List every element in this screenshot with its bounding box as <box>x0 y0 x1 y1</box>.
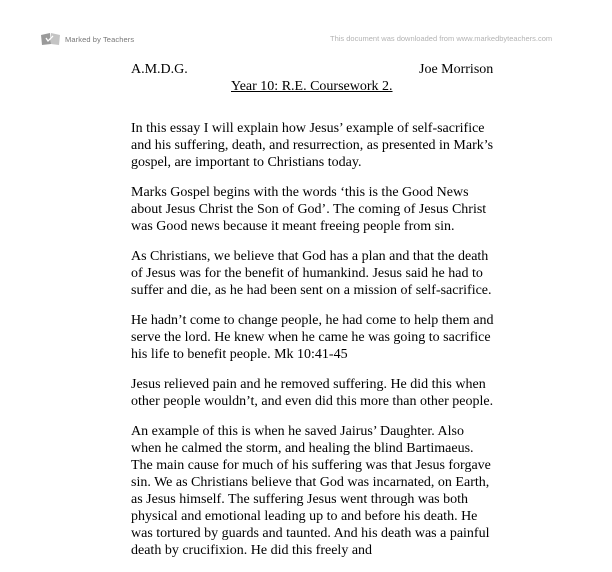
paragraph: An example of this is when he saved Jairus’ Daughter. Also when he calmed the storm, and healing the blind Bartimaeus. The main cause for much of his suffering was that Jesus forgave sin. We as Christians believe that God was incarnated, on Earth, as Jesus himself. The suffering Jesus went through was both physical and emotional leading up to and before his death. He was tortured by guards and taunted. And his death was a painful death by crucifixion. He did this freely and <box>131 424 491 558</box>
essay-body <box>131 120 503 572</box>
site-header <box>0 28 612 52</box>
paragraph: In this essay I will explain how Jesus’ example of self-sacrifice and his suffering, death, and resurrection, as presented in Mark’s gospel, are important to Christians today. <box>131 121 494 170</box>
paragraph: He hadn’t come to change people, he had come to help them and serve the lord. He knew when he came he was going to sacrifice his life to benefit people. Mk 10:41-45 <box>131 313 494 362</box>
logo-text: Marked by Teachers <box>65 34 135 44</box>
paragraph: As Christians, we believe that God has a plan and that the death of Jesus was for the benefit of humankind. Jesus said he had to suffer and die, as he had been sent on a mission of self-sacrifice. <box>131 249 492 298</box>
author-name: Joe Morrison <box>419 62 494 77</box>
site-logo[interactable] <box>40 32 134 46</box>
paragraph: Jesus relieved pain and he removed suffering. He did this when other people wouldn’t, and even did this more than other people. <box>131 377 494 409</box>
header-amdg: A.M.D.G. <box>131 62 188 77</box>
marked-by-teachers-logo-icon <box>40 32 62 46</box>
download-notice: This document was downloaded from www.markedbyteachers.com <box>330 34 553 43</box>
document-title: Year 10: R.E. Coursework 2. <box>231 79 393 94</box>
paragraph: Marks Gospel begins with the words ‘this is the Good News about Jesus Christ the Son of God’. The coming of Jesus Christ was Good news because it meant freeing people from sin. <box>131 185 487 234</box>
